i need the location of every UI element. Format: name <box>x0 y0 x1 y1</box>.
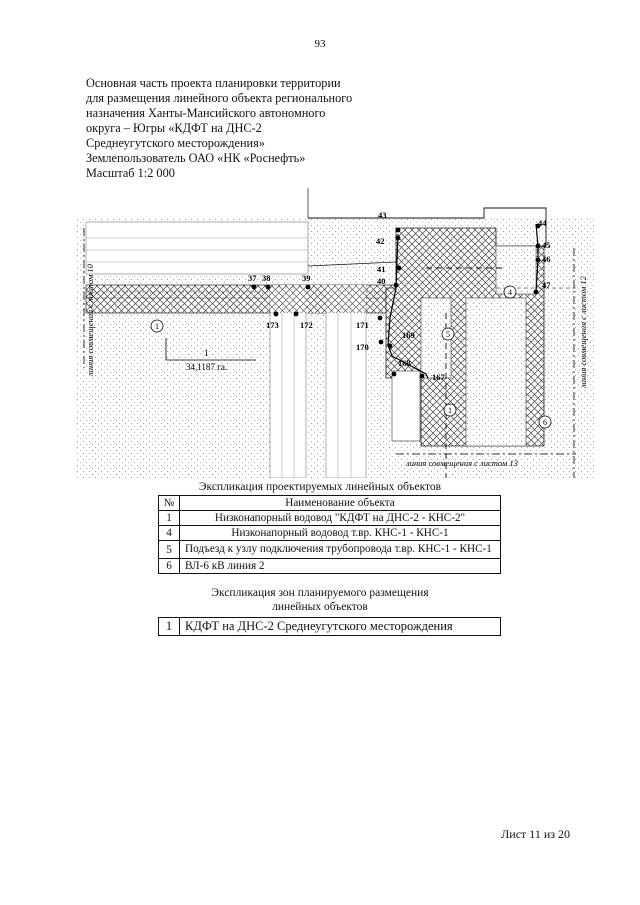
blank-block <box>392 371 420 441</box>
object-label: 1 <box>448 406 452 415</box>
point-marker <box>266 285 271 290</box>
header-line: округа – Югры «КДФТ на ДНС-2 <box>86 121 262 135</box>
table-header-cell: Наименование объекта <box>180 496 501 511</box>
header-line: Среднеугутского месторождения» <box>86 136 265 150</box>
document-header <box>86 76 406 181</box>
table-row <box>159 526 501 541</box>
point-marker <box>396 236 401 241</box>
point-marker <box>397 266 402 271</box>
table2-title-line: Экспликация зон планируемого размещения <box>211 587 429 599</box>
sheet-footer: Лист 11 из 20 <box>501 827 570 841</box>
point-label: 170 <box>356 342 369 352</box>
road-band <box>86 222 308 274</box>
point-label: 39 <box>302 273 311 283</box>
header-line: Землепользователь ОАО «НК «Роснефть» <box>86 151 306 165</box>
header-line: назначения Ханты-Мансийского автономного <box>86 106 326 120</box>
blank-top-area <box>76 188 306 218</box>
point-label: 46 <box>542 254 551 264</box>
point-label: 40 <box>377 276 386 286</box>
point-label: 172 <box>300 320 313 330</box>
left-alignment-label: линия совмещения с листом 10 <box>85 264 95 376</box>
point-label: 41 <box>377 264 386 274</box>
point-marker <box>294 312 299 317</box>
corridor-hatch <box>270 285 366 313</box>
point-label: 167 <box>432 372 445 382</box>
point-marker <box>420 374 425 379</box>
point-label: 45 <box>542 240 551 250</box>
point-marker <box>396 228 401 233</box>
object-label: 5 <box>446 330 450 339</box>
object-label: 1 <box>155 322 159 331</box>
point-marker <box>392 372 397 377</box>
point-label: 37 <box>248 273 257 283</box>
table-cell: 5 <box>159 541 180 559</box>
point-label: 169 <box>402 330 415 340</box>
point-label: 42 <box>376 236 385 246</box>
table-header-cell: № <box>159 496 180 511</box>
point-label: 171 <box>356 320 369 330</box>
planning-map <box>76 188 596 478</box>
table-cell: 4 <box>159 526 180 541</box>
table-cell: Подъезд к узлу подключения трубопровода т.вр. КНС-1 - КНС-1 <box>180 541 501 559</box>
point-marker <box>534 290 539 295</box>
table2-title-line: линейных объектов <box>272 601 368 613</box>
point-marker <box>274 312 279 317</box>
vertical-strip <box>326 285 366 478</box>
inner-block <box>466 298 526 446</box>
table-cell: ВЛ-6 кВ линия 2 <box>180 559 501 574</box>
table-cell: КДФТ на ДНС-2 Среднеугутского месторождения <box>180 618 501 636</box>
point-marker <box>378 316 383 321</box>
table2 <box>158 617 501 636</box>
table-cell: Низконапорный водовод "КДФТ на ДНС-2 - КНС-2" <box>180 511 501 526</box>
point-label: 47 <box>542 280 551 290</box>
point-marker <box>394 283 399 288</box>
point-marker <box>536 244 541 249</box>
object-label: 6 <box>543 418 547 427</box>
table-row <box>159 618 501 636</box>
point-marker <box>252 285 257 290</box>
point-label: 43 <box>378 210 387 220</box>
area-number: 1 <box>204 348 209 358</box>
table1-title: Экспликация проектируемых линейных объектов <box>198 481 442 493</box>
point-label: 173 <box>266 320 279 330</box>
header-line: Основная часть проекта планировки территории <box>86 76 341 90</box>
inner-block <box>496 246 536 294</box>
vertical-strip <box>270 288 306 478</box>
right-alignment-label: линия совмещения с листом 12 <box>578 276 588 388</box>
point-marker <box>306 285 311 290</box>
table-row <box>159 559 501 574</box>
table-cell: 6 <box>159 559 180 574</box>
point-marker <box>536 258 541 263</box>
page-number: 93 <box>314 38 326 50</box>
header-line: Масштаб 1:2 000 <box>86 166 175 180</box>
area-value: 34,1187 га. <box>186 362 228 372</box>
point-label: 168 <box>398 358 411 368</box>
bottom-alignment-label: линия совмещения с листом 13 <box>406 458 518 468</box>
point-marker <box>388 344 393 349</box>
point-label: 38 <box>262 273 271 283</box>
object-label: 4 <box>508 288 512 297</box>
table-cell: 1 <box>159 511 180 526</box>
table-row <box>159 541 501 559</box>
header-line: для размещения линейного объекта регионального <box>86 91 353 105</box>
point-label: 44 <box>538 218 547 228</box>
point-marker <box>379 340 384 345</box>
table-cell: 1 <box>159 618 180 636</box>
table-row <box>159 511 501 526</box>
table-cell: Низконапорный водовод т.вр. КНС-1 - КНС-1 <box>180 526 501 541</box>
table-header-row <box>159 496 501 511</box>
table1 <box>158 495 501 574</box>
